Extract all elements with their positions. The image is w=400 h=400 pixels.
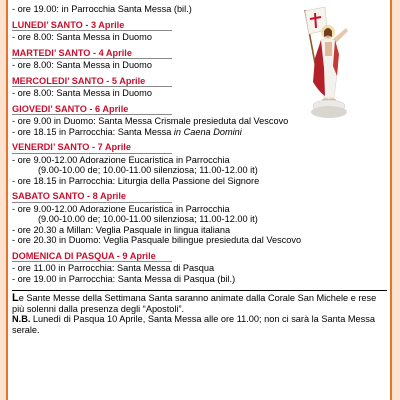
footer-paragraph (12, 293, 386, 314)
day-title-sunday: DOMENICA DI PASQUA - 9 Aprile (12, 251, 172, 263)
intro-line: - ore 19.00: in Parrocchia Santa Messa (bil.) (12, 4, 192, 14)
saturday-line-4: - ore 20.30 in Duomo: Veglia Pasquale bilingue presieduta dal Vescovo (12, 235, 302, 245)
nb-label: N.B. (12, 314, 31, 324)
saturday-line-2: (9.00-10.00 de; 10.00-11.00 silenziosa; 11.00-12.00 it) (38, 214, 258, 224)
saturday-line-1: - ore 9.00-12.00 Adorazione Eucaristica in Parrocchia (12, 203, 230, 214)
sunday-line-1: - ore 11.00 in Parrocchia: Santa Messa di Pasqua (12, 263, 215, 273)
footer-text: e Sante Messe della Settimana Santa saranno animate dalla Corale San Michele e rese più solenni dalla presenza degli “Apostoli”. (12, 293, 377, 314)
day-title-monday: LUNEDI’ SANTO - 3 Aprile (12, 20, 172, 32)
nb-text: Lunedì di Pasqua 10 Aprile, Santa Messa alle ore 11.00; non ci sarà la Santa Messa serale. (12, 314, 375, 335)
saturday-line-3: - ore 20.30 a Millan: Veglia Pasquale in lingua italiana (12, 224, 231, 235)
day-title-wednesday: MERCOLEDI’ SANTO - 5 Aprile (12, 76, 172, 88)
drop-cap: L (12, 292, 19, 304)
day-title-friday: VENERDI’ SANTO - 7 Aprile (12, 142, 172, 154)
day-title-tuesday: MARTEDI’ SANTO - 4 Aprile (12, 48, 172, 60)
document-sheet (6, 0, 392, 400)
day-title-saturday: SABATO SANTO - 8 Aprile (12, 191, 172, 203)
divider-line (12, 290, 387, 291)
thursday-line-1: - ore 9.00 in Duomo: Santa Messa Crismale presieduta dal Vescovo (12, 116, 289, 126)
thursday-line-2-italic: in Caena Domini (173, 126, 242, 137)
thursday-line-2 (12, 127, 392, 138)
wednesday-line-1: - ore 8.00: Santa Messa in Duomo (12, 88, 152, 98)
sunday-line-2: - ore 19.00 in Parrocchia: Santa Messa di Pasqua (bil.) (12, 273, 236, 284)
day-title-thursday: GIOVEDI’ SANTO - 6 Aprile (12, 104, 172, 116)
friday-line-2: (9.00-10.00 de; 10.00-11.00 silenziosa; 11.00-12.00 it) (38, 165, 258, 175)
tuesday-line-1: - ore 8.00: Santa Messa in Duomo (12, 60, 152, 70)
footer-nb (12, 314, 386, 335)
risen-christ-statue-image (291, 6, 361, 121)
thursday-line-2-prefix: - ore 18.15 in Parrocchia: Santa Messa (12, 126, 174, 137)
friday-line-1: - ore 9.00-12.00 Adorazione Eucaristica in Parrocchia (12, 154, 230, 165)
friday-line-3: - ore 18.15 in Parrocchia: Liturgia della Passione del Signore (12, 175, 260, 186)
monday-line-1: - ore 8.00: Santa Messa in Duomo (12, 32, 152, 42)
